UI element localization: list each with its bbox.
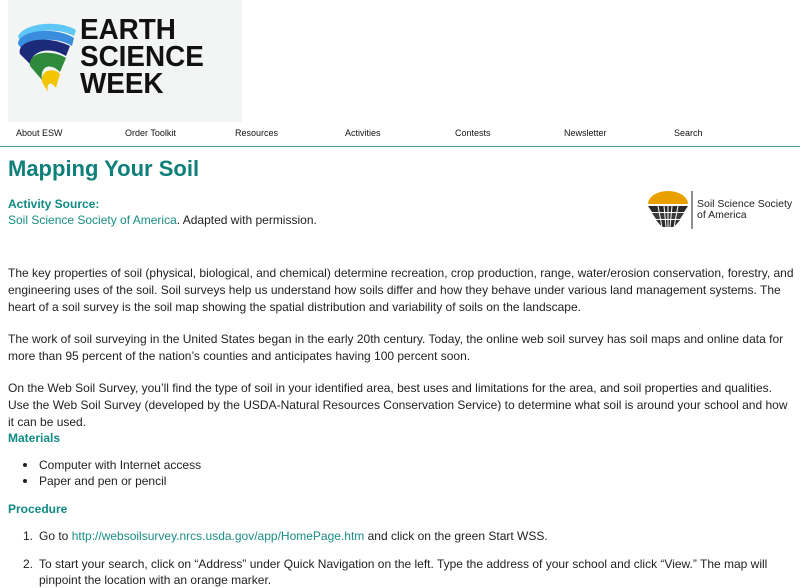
list-item — [23, 556, 794, 588]
sssa-logo-line1: Soil Science Society — [697, 198, 793, 210]
list-item — [39, 457, 794, 473]
intro-paragraph-3: On the Web Soil Survey, you’ll find the type of soil in your identified area, best uses and limitations for the area, and soil properties and qualities. Use the Web Soil Survey (developed by the USDA-Natural Resources Conservation Service) to determine what soil is around your school and how it can be used. — [8, 381, 788, 429]
sssa-logo[interactable] — [646, 190, 798, 230]
sssa-emblem-icon — [646, 190, 694, 230]
list-item-text: Paper and pen or pencil — [39, 474, 167, 488]
nav-order-toolkit[interactable]: Order Toolkit — [125, 128, 176, 138]
logo-line-science: SCIENCE — [80, 41, 204, 73]
header-banner — [8, 0, 242, 122]
materials-heading: Materials — [8, 431, 61, 445]
procedure-heading: Procedure — [8, 502, 68, 516]
step-number: 2. — [23, 557, 34, 571]
nav-search[interactable]: Search — [674, 128, 703, 138]
list-item — [39, 473, 794, 489]
bullet-icon — [23, 479, 27, 483]
materials-list — [39, 457, 794, 489]
step-text: To start your search, click on “Address” under Quick Navigation on the left. Type the address of your school and click “View.” The map will pinpoint the location with an orange marker. — [39, 557, 768, 587]
main-nav — [0, 122, 800, 147]
nav-newsletter[interactable]: Newsletter — [564, 128, 607, 138]
sssa-logo-line2: of America — [697, 209, 747, 221]
list-item — [23, 528, 794, 544]
list-item-text: Computer with Internet access — [39, 458, 202, 472]
logo-line-earth: EARTH — [80, 14, 176, 46]
earth-science-week-logo-icon[interactable] — [16, 16, 80, 94]
bullet-icon — [23, 463, 27, 467]
intro-paragraph-1: The key properties of soil (physical, biological, and chemical) determine recreation, crop production, range, water/erosion conservation, forestry, and engineering uses of the soil. Soil surveys help us understand how soils differ and how they behave under various land management systems. The heart of a soil survey is the soil map showing the spatial distribution and variability of soils on the landscape. — [8, 266, 794, 314]
activity-source-label: Activity Source: — [8, 197, 100, 211]
web-soil-survey-link[interactable]: http://websoilsurvey.nrcs.usda.gov/app/HomePage.htm — [71, 529, 365, 543]
step-text: and click on the green Start WSS. — [364, 529, 548, 543]
nav-resources[interactable]: Resources — [235, 128, 279, 138]
activity-source-suffix: . Adapted with permission. — [176, 213, 317, 227]
intro-paragraph-2: The work of soil surveying in the United States began in the early 20th century. Today, the online web soil survey has soil maps and online data for more than 95 percent of the nation’s counties and anticipates having 100 percent soon. — [8, 332, 784, 363]
activity-source-line — [8, 213, 317, 227]
activity-source-link[interactable]: Soil Science Society of America — [8, 213, 177, 227]
step-text: Go to — [39, 529, 72, 543]
step-number: 1. — [23, 529, 34, 543]
nav-about-esw[interactable]: About ESW — [16, 128, 63, 138]
logo-wordmark[interactable] — [80, 14, 204, 100]
procedure-list — [23, 528, 794, 588]
nav-contests[interactable]: Contests — [455, 128, 491, 138]
logo-line-week: WEEK — [80, 68, 164, 100]
page-title: Mapping Your Soil — [8, 156, 200, 181]
sssa-logo-text — [697, 199, 792, 221]
nav-activities[interactable]: Activities — [345, 128, 381, 138]
